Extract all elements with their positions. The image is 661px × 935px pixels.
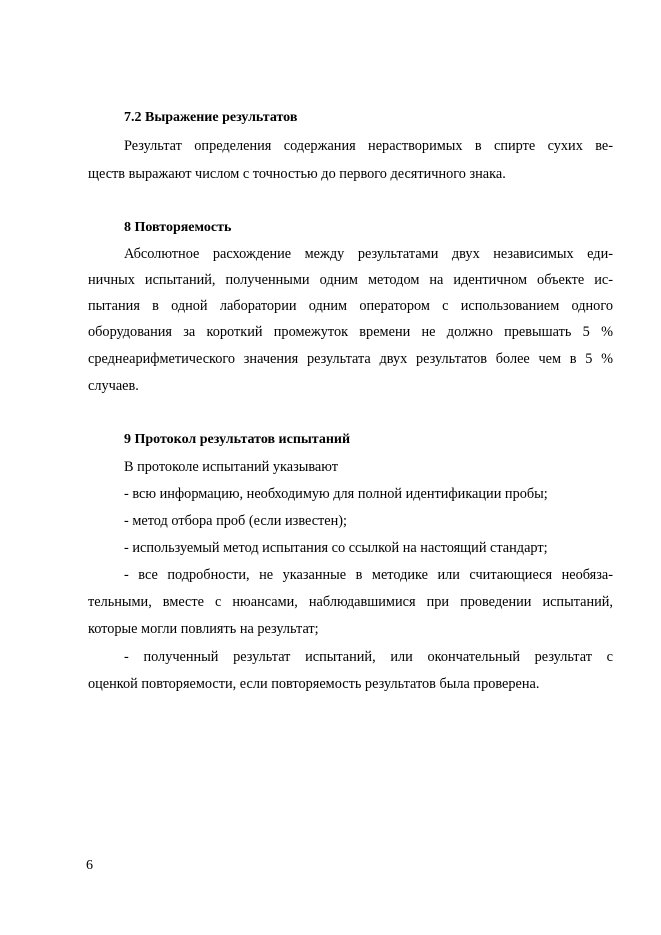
section-9-item-4-line-3: которые могли повлиять на результат;: [88, 621, 319, 637]
section-9-item-4-line-2: тельными, вместе с нюансами, наблюдавшимися при проведении испытаний,: [88, 594, 613, 610]
section-9-heading: 9 Протокол результатов испытаний: [124, 432, 351, 447]
section-7-2-line-2: ществ выражают числом с точностью до первого десятичного знака.: [88, 166, 506, 182]
section-8-line-2: ничных испытаний, полученными одним методом на идентичном объекте ис-: [88, 272, 613, 288]
section-9-item-4-line-1: - все подробности, не указанные в методике или считающиеся необяза-: [124, 567, 613, 583]
section-9-item-5-line-2: оценкой повторяемости, если повторяемость результатов была проверена.: [88, 676, 540, 692]
section-9-item-1: - всю информацию, необходимую для полной идентификации пробы;: [124, 486, 548, 502]
section-8-line-6: случаев.: [88, 378, 139, 394]
section-8-line-4: оборудования за короткий промежуток времени не должно превышать 5 %: [88, 324, 613, 340]
section-8-heading: 8 Повторяемость: [124, 220, 232, 235]
section-9-item-3: - используемый метод испытания со ссылкой на настоящий стандарт;: [124, 540, 548, 556]
section-8-line-1: Абсолютное расхождение между результатами двух независимых еди-: [124, 246, 613, 262]
section-8-line-3: пытания в одной лаборатории одним оператором с использованием одного: [88, 298, 613, 314]
section-8-line-5: среднеарифметического значения результата двух результатов более чем в 5 %: [88, 351, 613, 367]
section-7-2-line-1: Результат определения содержания нерастворимых в спирте сухих ве-: [124, 138, 613, 154]
section-9-intro: В протоколе испытаний указывают: [124, 459, 338, 475]
section-9-item-2: - метод отбора проб (если известен);: [124, 513, 348, 529]
section-7-2-heading: 7.2 Выражение результатов: [124, 110, 298, 125]
page-number: 6: [86, 858, 93, 873]
section-9-item-5-line-1: - полученный результат испытаний, или окончательный результат с: [124, 649, 613, 665]
